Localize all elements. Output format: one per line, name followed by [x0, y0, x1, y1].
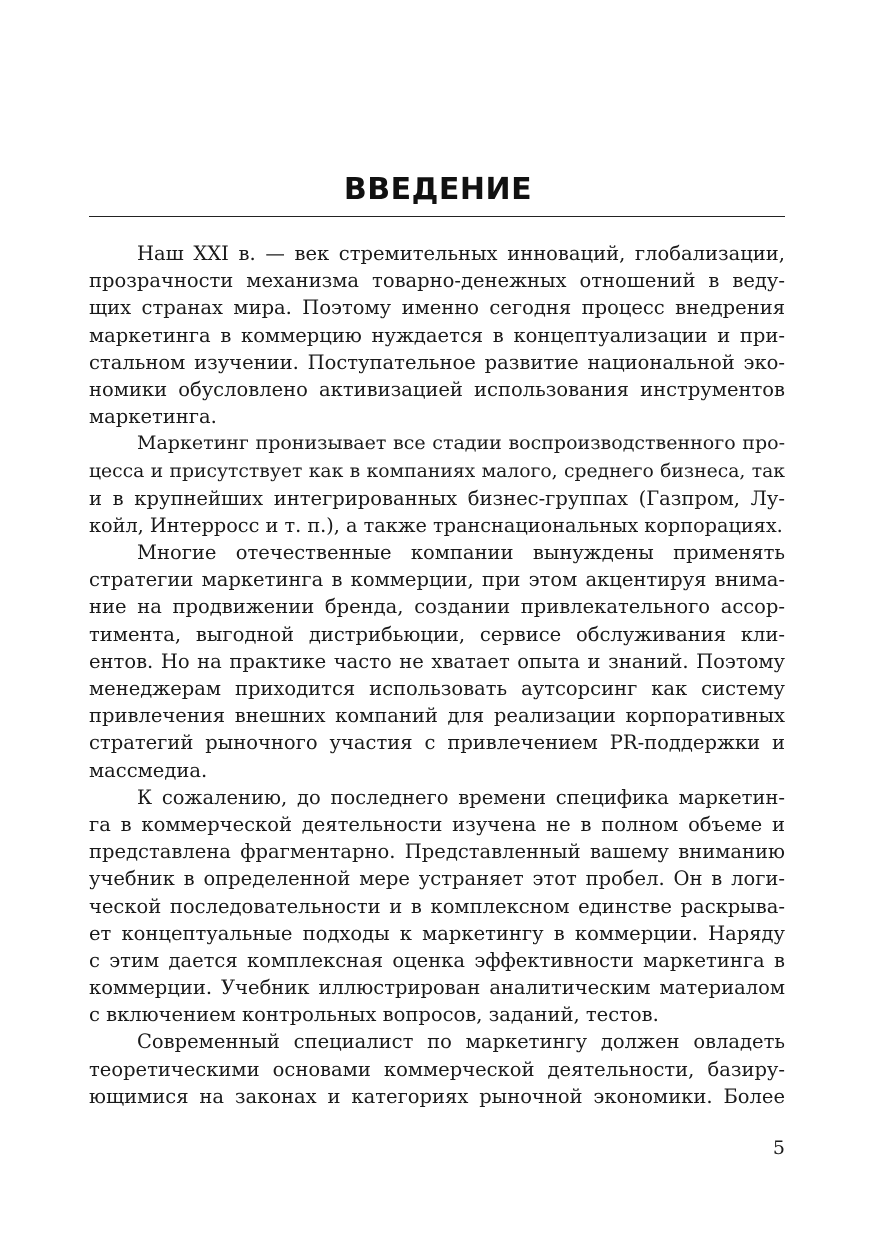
text-line: коммерции. Учебник иллюстрирован аналитическим материалом [89, 976, 785, 1000]
text-line: К сожалению, до последнего времени специфика маркетин- [137, 785, 785, 809]
text-line: маркетинга в коммерцию нуждается в концептуализации и при- [89, 323, 785, 347]
text-line: стратегий рыночного участия с привлечением PR-поддержки и [89, 731, 785, 755]
text-line: прозрачности механизма товарно-денежных отношений в веду- [89, 269, 785, 293]
text-line: ющимися на законах и категориях рыночной экономики. Более [89, 1084, 785, 1108]
text-line: массмедиа. [89, 758, 208, 782]
text-line: номики обусловлено активизацией использования инструментов [89, 377, 785, 401]
text-line: ческой последовательности и в комплексном единстве раскрыва- [89, 894, 785, 918]
text-line: привлечения внешних компаний для реализации корпоративных [89, 704, 785, 728]
text-line: Многие отечественные компании вынуждены применять [137, 541, 785, 565]
text-line: представлена фрагментарно. Представленный вашему вниманию [89, 840, 785, 864]
text-line: щих странах мира. Поэтому именно сегодня процесс внедрения [89, 296, 785, 320]
paragraph [89, 240, 785, 430]
paragraph [89, 1028, 785, 1110]
text-line: ентов. Но на практике часто не хватает опыта и знаний. Поэтому [89, 649, 785, 673]
text-line: цесса и присутствует как в компаниях малого, среднего бизнеса, так [89, 460, 785, 482]
text-line: маркетинга. [89, 405, 217, 429]
text-line: га в коммерческой деятельности изучена не в полном объеме и [89, 812, 785, 836]
chapter-title: ВВЕДЕНИЕ [343, 172, 533, 207]
body-text [89, 240, 785, 1110]
paragraph [89, 430, 785, 539]
text-line: ет концептуальные подходы к маркетингу в коммерции. Наряду [89, 921, 785, 945]
text-line: Современный специалист по маркетингу должен овладеть [137, 1030, 785, 1054]
text-line: с этим дается комплексная оценка эффективности маркетинга в [89, 948, 785, 972]
text-line: тимента, выгодной дистрибьюции, сервисе обслуживания кли- [89, 622, 785, 646]
paragraph [89, 784, 785, 1029]
text-line: Наш XXI в. — век стремительных инноваций, глобализации, [137, 242, 785, 265]
text-line: койл, Интерросс и т. п.), а также транснациональных корпорациях. [89, 513, 783, 537]
text-line: ние на продвижении бренда, создании привлекательного ассор- [89, 595, 785, 619]
page-number: 5 [772, 1137, 785, 1159]
text-line: Маркетинг пронизывает все стадии воспроизводственного про- [137, 432, 785, 455]
paragraph [89, 539, 785, 784]
text-line: учебник в определенной мере устраняет этот пробел. Он в логи- [89, 867, 785, 891]
text-line: менеджерам приходится использовать аутсорсинг как систему [89, 677, 785, 700]
text-line: стратегии маркетинга в коммерции, при этом акцентируя внима- [89, 568, 785, 592]
text-line: и в крупнейших интегрированных бизнес-группах (Газпром, Лу- [89, 486, 785, 510]
text-line: стальном изучении. Поступательное развитие национальной эко- [89, 350, 785, 374]
title-underline [89, 216, 785, 217]
text-line: с включением контрольных вопросов, заданий, тестов. [89, 1003, 659, 1027]
text-line: теоретическими основами коммерческой деятельности, базиру- [89, 1057, 785, 1081]
